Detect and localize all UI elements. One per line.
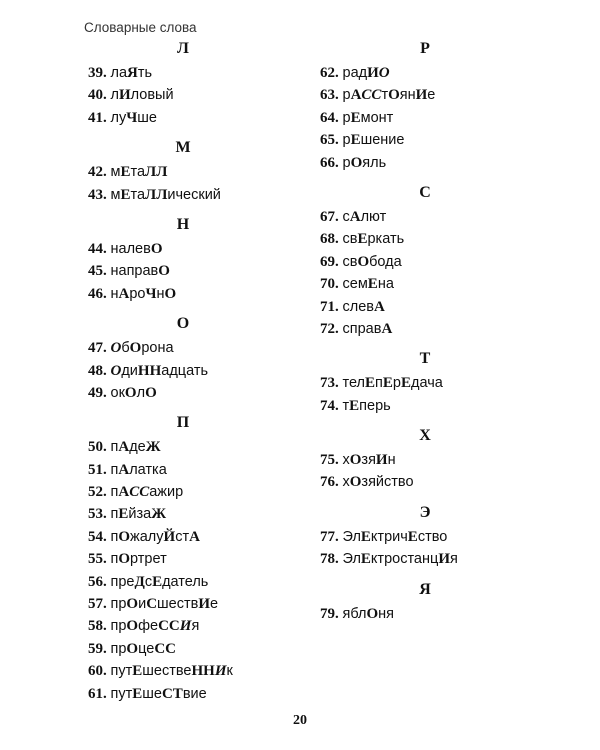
section-letter-heading: Р [420, 40, 430, 57]
letter-section [320, 577, 560, 625]
section-letter-heading: С [419, 183, 431, 201]
entry-word: ОдиННадцать [110, 362, 209, 379]
entry-word: лИловый [110, 87, 174, 104]
section-letter-heading: Л [177, 40, 189, 57]
dictionary-entry [320, 152, 560, 174]
letter-section [320, 346, 560, 417]
dictionary-entry [320, 471, 560, 493]
dictionary-entry [88, 660, 328, 682]
dictionary-entry [88, 638, 328, 660]
dictionary-entry [88, 283, 328, 305]
dictionary-entry [88, 593, 328, 615]
entry-word: налевО [110, 240, 163, 257]
dictionary-entry [320, 206, 560, 228]
entry-number: 59. [88, 640, 107, 657]
entry-number: 48. [88, 362, 107, 379]
dictionary-entry [320, 395, 560, 417]
entry-number: 39. [88, 65, 107, 81]
letter-section [320, 500, 560, 571]
entry-word: луЧше [110, 109, 157, 126]
dictionary-entry [88, 360, 328, 382]
dictionary-entry [320, 107, 560, 129]
section-letter-heading: Н [176, 215, 190, 233]
letter-section [88, 36, 328, 129]
entry-number: 50. [88, 439, 107, 456]
dictionary-entry [88, 382, 328, 404]
letter-section [88, 212, 328, 305]
dictionary-entry [320, 273, 560, 295]
entry-number: 57. [88, 596, 107, 613]
entry-word: радИО [342, 65, 390, 81]
entry-number: 77. [320, 528, 339, 545]
entry-number: 51. [88, 461, 107, 478]
entry-word: мЕтаЛЛ [110, 164, 168, 181]
dictionary-entry [88, 260, 328, 282]
letter-section [320, 423, 560, 494]
entry-number: 52. [88, 484, 107, 501]
entry-word: рОяль [342, 154, 387, 171]
dictionary-entry [320, 84, 560, 106]
entry-word: пОртрет [110, 551, 167, 568]
dictionary-entry [320, 603, 560, 625]
entry-word: направО [110, 263, 170, 280]
entry-word: мЕтаЛЛический [110, 186, 221, 203]
entry-word: семЕна [342, 276, 394, 293]
entry-word: пАССажир [110, 484, 184, 501]
dictionary-entry [320, 129, 560, 151]
entry-word: слевА [342, 298, 385, 315]
section-letter-heading: Х [419, 427, 431, 445]
letter-section [88, 135, 328, 206]
entry-number: 40. [88, 87, 107, 104]
entry-number: 47. [88, 340, 107, 357]
dictionary-entry [88, 571, 328, 593]
entry-word: свОбода [342, 253, 402, 270]
entry-word: лаЯть [110, 65, 153, 81]
entry-word: прОиСшествИе [110, 596, 219, 613]
entry-number: 64. [320, 109, 339, 126]
entry-word: пАлатка [110, 461, 167, 478]
dictionary-entry [320, 372, 560, 394]
entry-word: хОзяйство [342, 474, 414, 491]
entry-word: яблОня [342, 605, 394, 622]
entry-number: 46. [88, 285, 107, 302]
dictionary-entry [320, 526, 560, 548]
entry-word: нАроЧнО [110, 285, 177, 302]
entry-word: ЭлЕктростанцИя [342, 551, 458, 568]
entry-word: преДсЕдатель [110, 573, 209, 590]
entry-number: 75. [320, 452, 339, 469]
entry-number: 42. [88, 164, 107, 181]
entry-number: 55. [88, 551, 107, 568]
entry-word: прОфеССИя [110, 618, 200, 635]
entry-number: 69. [320, 253, 339, 270]
entry-word: справА [342, 320, 393, 337]
dictionary-entry [88, 84, 328, 106]
section-letter-heading: Э [419, 503, 431, 521]
entry-number: 60. [88, 663, 107, 680]
entry-word: рАССтОянИе [342, 87, 436, 104]
entry-number: 72. [320, 320, 339, 337]
entry-number: 61. [88, 685, 107, 702]
entry-word: прОцеСС [110, 640, 176, 657]
entry-word: телЕпЕрЕдача [342, 375, 443, 392]
entry-number: 71. [320, 298, 339, 315]
dictionary-entry [88, 481, 328, 503]
entry-number: 73. [320, 375, 339, 392]
entry-number: 62. [320, 65, 339, 81]
dictionary-entry [88, 337, 328, 359]
entry-number: 66. [320, 154, 339, 171]
entry-number: 78. [320, 551, 339, 568]
entry-word: окОлО [110, 384, 157, 401]
dictionary-entry [88, 238, 328, 260]
entry-word: путЕшествеННИк [110, 663, 233, 680]
entry-number: 67. [320, 208, 339, 225]
dictionary-entry [88, 503, 328, 525]
dictionary-entry [320, 251, 560, 273]
dictionary-entry [88, 161, 328, 183]
entry-number: 74. [320, 397, 339, 414]
right-column [320, 36, 560, 625]
entry-word: рЕшение [342, 132, 405, 149]
entry-number: 63. [320, 87, 339, 104]
section-letter-heading: О [176, 315, 190, 333]
entry-word: путЕшеСТвие [110, 685, 207, 702]
entry-number: 65. [320, 132, 339, 149]
letter-section [320, 36, 560, 174]
entry-number: 79. [320, 605, 339, 622]
dictionary-entry [320, 318, 560, 340]
entry-number: 68. [320, 231, 339, 248]
entry-word: рЕмонт [342, 109, 394, 126]
entry-word: ЭлЕктричЕство [342, 528, 448, 545]
section-letter-heading: Я [419, 580, 431, 598]
entry-word: пОжалуЙстА [110, 528, 200, 545]
entry-number: 56. [88, 573, 107, 590]
left-column [88, 36, 328, 705]
dictionary-entry [320, 228, 560, 250]
entry-number: 49. [88, 384, 107, 401]
entry-number: 53. [88, 506, 107, 523]
dictionary-entry [320, 62, 560, 84]
entry-word: свЕркать [342, 231, 405, 248]
entry-number: 45. [88, 263, 107, 280]
dictionary-entry [320, 548, 560, 570]
dictionary-entry [88, 107, 328, 129]
entry-number: 58. [88, 618, 107, 635]
letter-section [88, 410, 328, 705]
page-number: 20 [293, 713, 307, 728]
entry-number: 54. [88, 528, 107, 545]
entry-word: пАдеЖ [110, 439, 161, 456]
entry-word: ОбОрона [110, 340, 174, 357]
entry-number: 70. [320, 276, 339, 293]
letter-section [88, 311, 328, 404]
entry-word: сАлют [342, 208, 387, 225]
dictionary-entry [88, 62, 328, 84]
entry-number: 76. [320, 474, 339, 491]
entry-number: 44. [88, 240, 107, 257]
entry-number: 43. [88, 186, 107, 203]
dictionary-entry [88, 548, 328, 570]
dictionary-entry [88, 459, 328, 481]
section-letter-heading: П [176, 414, 190, 432]
entry-word: тЕперь [342, 397, 391, 414]
dictionary-entry [88, 436, 328, 458]
dictionary-entry [320, 449, 560, 471]
entry-word: хОзяИн [342, 452, 396, 469]
dictionary-entry [320, 296, 560, 318]
entry-number: 41. [88, 109, 107, 126]
section-letter-heading: Т [419, 350, 431, 368]
entry-word: пЕйзаЖ [110, 506, 167, 523]
page-header-title: Словарные слова [84, 20, 197, 35]
section-letter-heading: М [175, 139, 191, 157]
dictionary-entry [88, 615, 328, 637]
dictionary-entry [88, 526, 328, 548]
dictionary-entry [88, 184, 328, 206]
letter-section [320, 180, 560, 340]
dictionary-entry [88, 683, 328, 705]
